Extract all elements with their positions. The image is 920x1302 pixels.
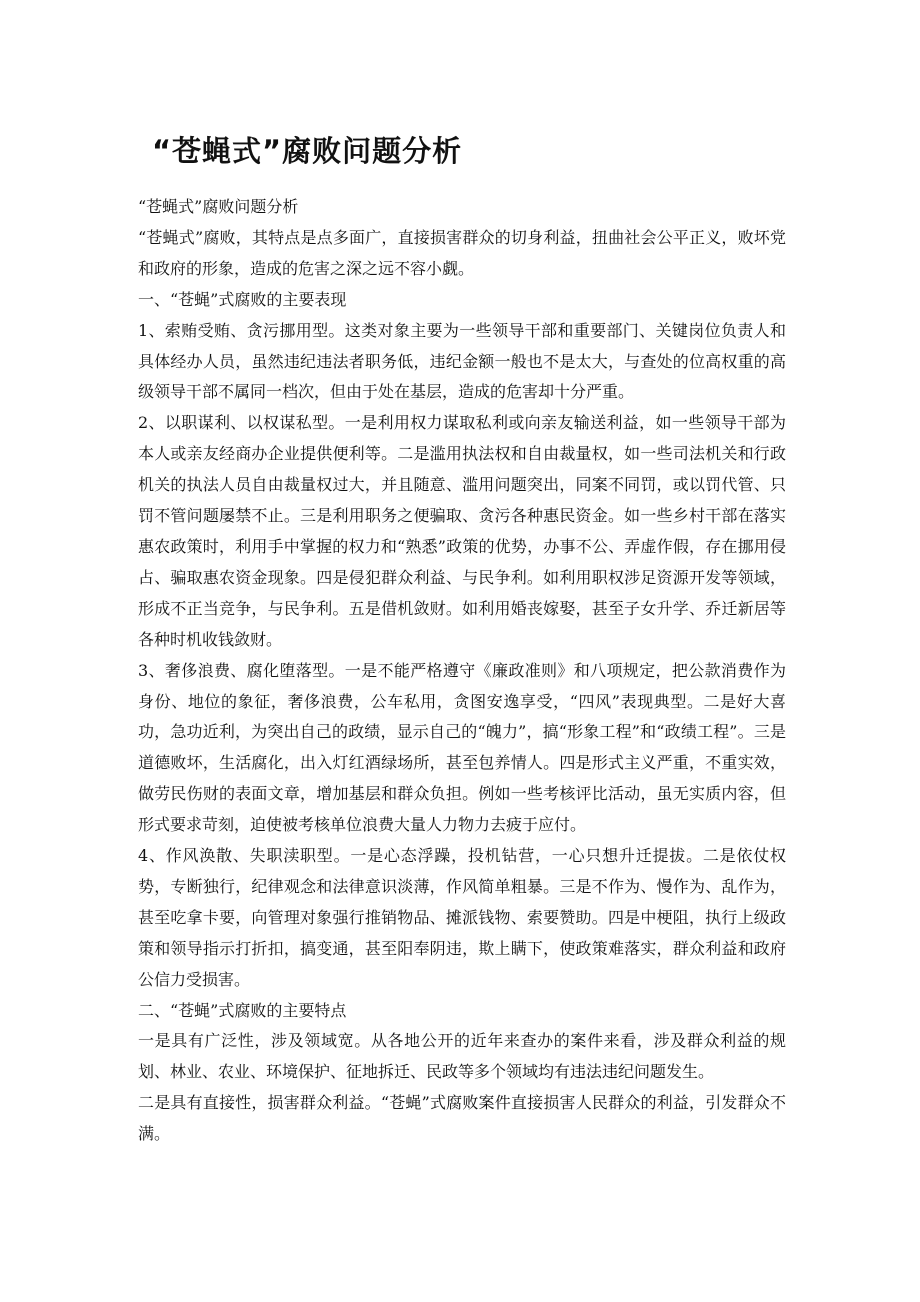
paragraph-intro: “苍蝇式”腐败，其特点是点多面广，直接损害群众的切身利益，扭曲社会公平正义，败坏党和政府的形象，造成的危害之深之远不容小觑。 <box>138 227 786 278</box>
paragraph-characteristic-1: 一是具有广泛性，涉及领域宽。从各地公开的近年来查办的案件来看，涉及群众利益的规划、林业、农业、环境保护、征地拆迁、民政等多个领域均有违法违纪问题发生。 <box>138 1031 786 1082</box>
paragraph-subtitle: “苍蝇式”腐败问题分析 <box>138 197 299 216</box>
paragraph-characteristic-2: 二是具有直接性，损害群众利益。“苍蝇”式腐败案件直接损害人民群众的利益，引发群众不满。 <box>138 1093 786 1144</box>
section-heading-characteristics: 二、“苍蝇”式腐败的主要特点 <box>138 1000 347 1020</box>
paragraph-item-4: 4、作风涣散、失职渎职型。一是心态浮躁，投机钻营，一心只想升迁提拔。二是依仗权势，专断独行，纪律观念和法律意识淡薄，作风简单粗暴。三是不作为、慢作为、乱作为，甚至吃拿卡要，向管理对象强行推销物品、摊派钱物、索要赞助。四是中梗阻，执行上级政策和领导指示打折扣，搞变通，甚至阳奉阴违，欺上瞒下，使政策难落实，群众利益和政府公信力受损害。 <box>138 846 786 989</box>
document-title: “苍蝇式”腐败问题分析 <box>152 134 463 168</box>
document-body <box>138 192 786 1150</box>
section-heading-manifestations: 一、“苍蝇”式腐败的主要表现 <box>138 289 347 309</box>
paragraph-item-2: 2、以职谋利、以权谋私型。一是利用权力谋取私利或向亲友输送利益，如一些领导干部为本人或亲友经商办企业提供便利等。二是滥用执法权和自由裁量权，如一些司法机关和行政机关的执法人员自由裁量权过大，并且随意、滥用问题突出，同案不同罚，或以罚代管、只罚不管问题屡禁不止。三是利用职务之便骗取、贪污各种惠民资金。如一些乡村干部在落实惠农政策时，利用手中掌握的权力和“熟悉”政策的优势，办事不公、弄虚作假，存在挪用侵占、骗取惠农资金现象。四是侵犯群众利益、与民争利。如利用职权涉足资源开发等领域，形成不正当竞争，与民争利。五是借机敛财。如利用婚丧嫁娶，甚至子女升学、乔迁新居等各种时机收钱敛财。 <box>138 413 786 649</box>
paragraph-item-1: 1、索贿受贿、贪污挪用型。这类对象主要为一些领导干部和重要部门、关键岗位负责人和具体经办人员，虽然违纪违法者职务低，违纪金额一般也不是太大，与查处的位高权重的高级领导干部不属同一档次，但由于处在基层，造成的危害却十分严重。 <box>138 320 786 402</box>
paragraph-item-3: 3、奢侈浪费、腐化堕落型。一是不能严格遵守《廉政准则》和八项规定，把公款消费作为身份、地位的象征，奢侈浪费，公车私用，贪图安逸享受，“四风”表现典型。二是好大喜功，急功近利，为突出自己的政绩，显示自己的“魄力”，搞“形象工程”和“政绩工程”。三是道德败坏，生活腐化，出入灯红酒绿场所，甚至包养情人。四是形式主义严重，不重实效，做劳民伤财的表面文章，增加基层和群众负担。例如一些考核评比活动，虽无实质内容，但形式要求苛刻，迫使被考核单位浪费大量人力物力去疲于应付。 <box>138 660 786 835</box>
